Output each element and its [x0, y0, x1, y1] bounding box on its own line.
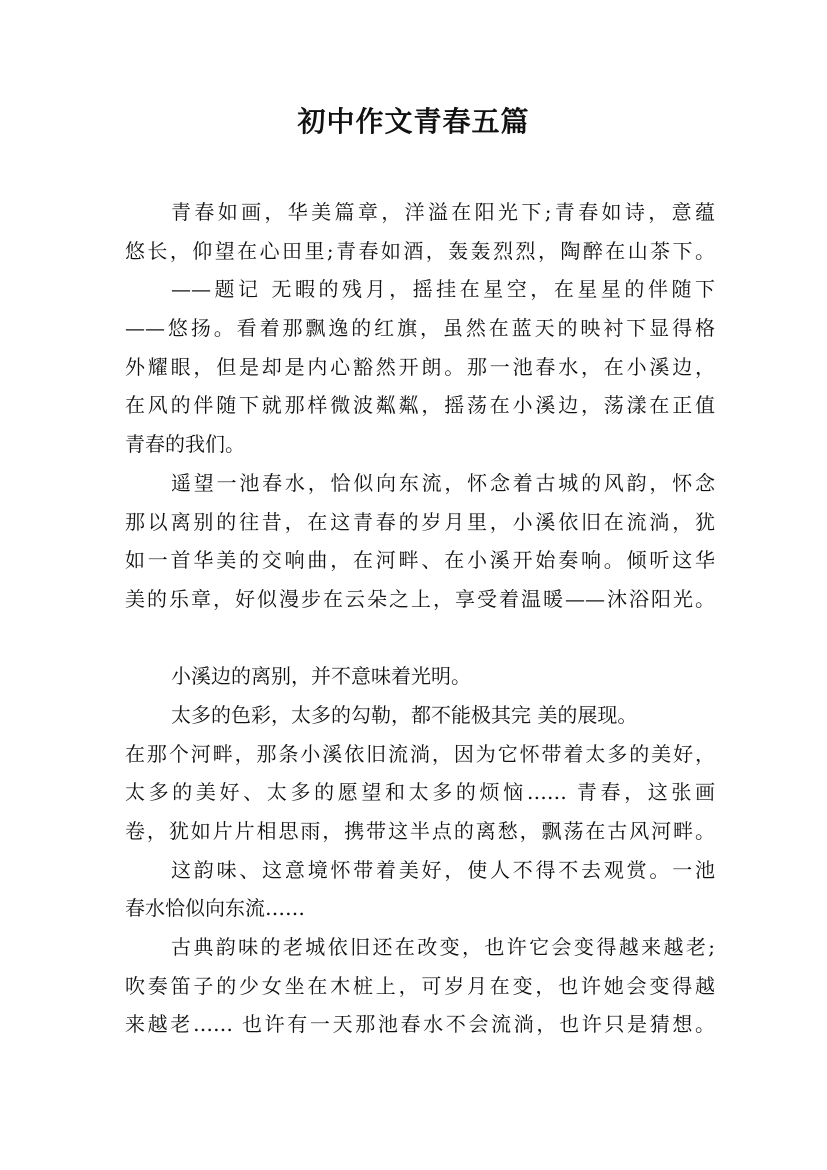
text-line: 卷，犹如片片相思雨，携带这半点的离愁，飘荡在古风河畔。 [125, 819, 715, 843]
paragraph-gap [125, 619, 715, 658]
text-line: 太多的色彩，太多的勾勒，都不能极其完 美的展现。 [171, 702, 638, 727]
text-line: ——题记 无暇的残月，摇挂在星空，在星星的伴随下 [171, 277, 715, 302]
text-line: 在那个河畔，那条小溪依旧流淌，因为它怀带着太多的美好， [125, 741, 715, 766]
text-line: 吹奏笛子的少女坐在木桩上，可岁月在变，也许她会变得越 [125, 973, 715, 998]
text-line: 太多的美好、太多的愿望和太多的烦恼…… 青春，这张画 [125, 780, 715, 805]
text-line: 青春的我们。 [125, 432, 245, 457]
text-line: 如一首华美的交响曲，在河畔、在小溪开始奏响。倾听这华 [125, 548, 715, 573]
document-body [125, 193, 715, 1044]
text-line: 外耀眼，但是却是内心豁然开朗。那一池春水，在小溪边， [125, 354, 715, 379]
text-line: 美的乐章，好似漫步在云朵之上，享受着温暖——沐浴阳光。 [125, 586, 715, 611]
text-line: 小溪边的离别，并不意味着光明。 [171, 664, 471, 689]
text-line: 青春如画，华美篇章，洋溢在阳光下;青春如诗，意蕴 [171, 200, 715, 224]
text-line: 在风的伴随下就那样微波粼粼，摇荡在小溪边，荡漾在正值 [125, 393, 715, 418]
text-line: ——悠扬。看着那飘逸的红旗，虽然在蓝天的映衬下显得格 [125, 316, 715, 341]
document-title: 初中作文青春五篇 [297, 105, 530, 138]
text-line: 这韵味、这意境怀带着美好，使人不得不去观赏。一池 [171, 857, 715, 882]
text-line: 来越老…… 也许有一天那池春水不会流淌，也许只是猜想。 [125, 1012, 715, 1037]
text-line: 古典韵味的老城依旧还在改变，也许它会变得越来越老; [171, 935, 715, 960]
text-line: 遥望一池春水，恰似向东流，怀念着古城的风韵，怀念 [171, 470, 715, 495]
text-line: 悠长，仰望在心田里;青春如酒，轰轰烈烈，陶醉在山茶下。 [125, 238, 715, 263]
text-line: 春水恰似向东流…… [125, 896, 305, 921]
text-line: 那以离别的往昔，在这青春的岁月里，小溪依旧在流淌，犹 [125, 509, 715, 534]
